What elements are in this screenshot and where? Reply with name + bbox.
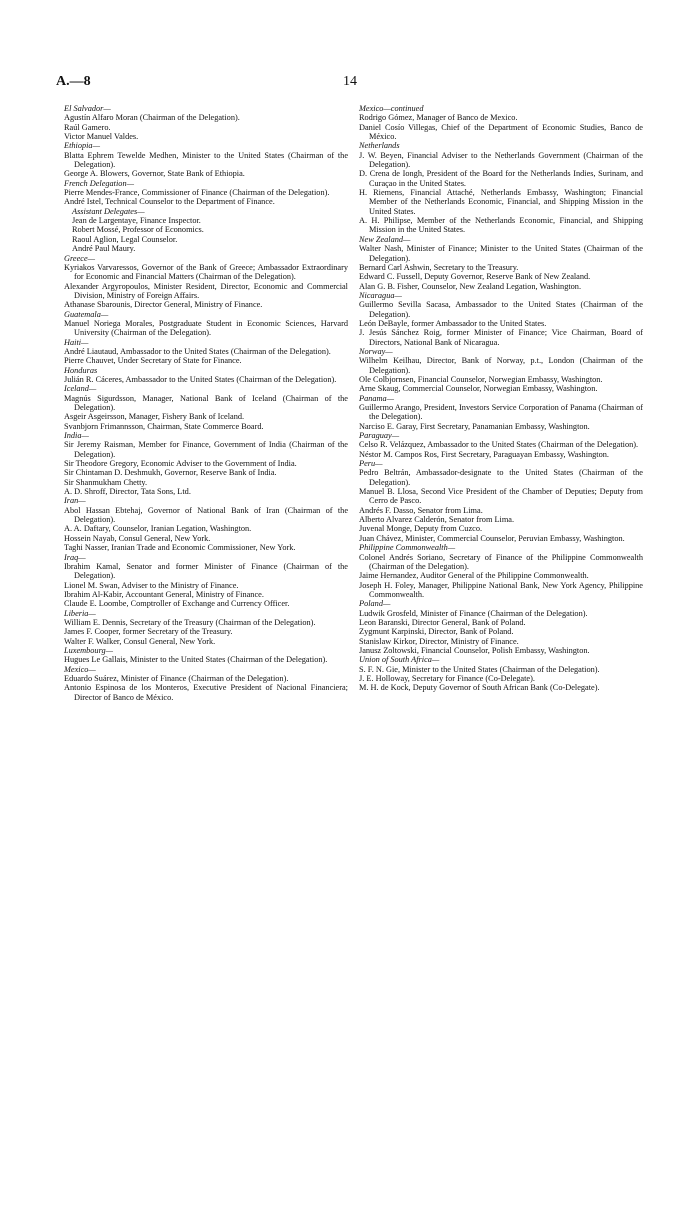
delegate-entry: Alexander Argyropoulos, Minister Resident, Director, Economic and Commercial Division, Ministry of Foreign Affairs.	[64, 281, 348, 300]
country-section	[359, 291, 643, 347]
country-section	[64, 141, 348, 178]
delegate-entry: J. E. Holloway, Secretary for Finance (Co-Delegate).	[359, 673, 535, 683]
delegate-entry: Walter Nash, Minister of Finance; Minister to the United States (Chairman of the Delegation).	[359, 244, 643, 263]
delegate-entry: Hossein Nayab, Consul General, New York.	[64, 533, 211, 543]
country-section	[64, 609, 348, 646]
country-heading: Nicaragua—	[359, 290, 402, 300]
country-heading: Greece—	[64, 253, 96, 263]
delegate-entry: Edward C. Fussell, Deputy Governor, Reserve Bank of New Zealand.	[359, 272, 591, 282]
country-section	[359, 599, 643, 655]
country-heading: Panama—	[359, 393, 395, 403]
delegate-entry: Lionel M. Swan, Adviser to the Ministry of Finance.	[64, 580, 239, 590]
delegate-entry: Eduardo Suárez, Minister of Finance (Chairman of the Delegation).	[64, 673, 289, 683]
delegate-entry: Walter F. Walker, Consul General, New York.	[64, 636, 216, 646]
delegate-entry: Arne Skaug, Commercial Counselor, Norwegian Embassy, Washington.	[359, 384, 598, 394]
country-heading: Honduras	[64, 365, 98, 375]
delegate-entry: Abol Hassan Ebtehaj, Governor of National Bank of Iran (Chairman of the Delegation).	[64, 505, 348, 525]
delegate-entry: Ibrahim Al-Kabir, Accountant General, Ministry of Finance.	[64, 589, 264, 599]
country-section	[64, 496, 348, 552]
country-heading: Haiti—	[64, 337, 89, 347]
country-section	[64, 310, 348, 338]
delegate-entry: Juvenal Monge, Deputy from Cuzco.	[359, 524, 483, 534]
delegate-entry: Wilhelm Keilhau, Director, Bank of Norway, p.t., London (Chairman of the Delegation).	[359, 356, 643, 375]
delegate-entry: Pierre Chauvet, Under Secretary of State for Finance.	[64, 356, 242, 366]
delegate-entry: Janusz Zoltowski, Financial Counselor, Polish Embassy, Washington.	[359, 645, 590, 655]
delegate-entry: Pedro Beltrán, Ambassador-designate to the United States (Chairman of the Delegation).	[359, 468, 643, 487]
delegate-entry: S. F. N. Gie, Minister to the United States (Chairman of the Delegation).	[359, 664, 600, 674]
country-heading: Paraguay—	[359, 431, 400, 441]
delegate-entry: Néstor M. Campos Ros, First Secretary, Paraguayan Embassy, Washington.	[359, 449, 609, 459]
country-section	[64, 553, 348, 609]
country-heading: Ethiopia—	[64, 141, 100, 151]
country-heading: Iran—	[64, 496, 86, 506]
delegate-entry: Svanbjorn Frimannsson, Chairman, State Commerce Board.	[64, 421, 264, 431]
country-section	[64, 104, 348, 141]
delegate-entry: Agustín Alfaro Moran (Chairman of the Delegation).	[64, 113, 240, 123]
delegate-entry: Zygmunt Karpinski, Director, Bank of Poland.	[359, 627, 514, 637]
country-heading: Liberia—	[64, 608, 96, 618]
country-section	[64, 384, 348, 431]
delegate-entry: Pierre Mendes-France, Commissioner of Finance (Chairman of the Delegation).	[64, 188, 330, 198]
country-heading: Peru—	[359, 459, 383, 469]
delegate-entry: Stanislaw Kirkor, Director, Ministry of Finance.	[359, 636, 519, 646]
country-heading: Luxembourg—	[64, 645, 114, 655]
country-section	[359, 141, 643, 234]
delegate-entry: Sir Jeremy Raisman, Member for Finance, Government of India (Chairman of the Delegation).	[64, 440, 348, 459]
delegate-entry: Taghi Nasser, Iranian Trade and Economic Commissioner, New York.	[64, 543, 296, 553]
country-section	[359, 347, 643, 394]
delegate-entry: Magnús Sigurdsson, Manager, National Bank of Iceland (Chairman of the Delegation).	[64, 393, 348, 412]
delegate-entry: J. Jesús Sánchez Roig, former Minister of Finance; Vice Chairman, Board of Directors, National Bank of Nicaragua.	[359, 328, 643, 347]
country-section	[359, 655, 643, 692]
delegate-entry: Narciso E. Garay, First Secretary, Panamanian Embassy, Washington.	[359, 421, 590, 431]
delegate-entry: Sir Chintaman D. Deshmukh, Governor, Reserve Bank of India.	[64, 468, 277, 478]
delegate-entry: J. W. Beyen, Financial Adviser to the Netherlands Government (Chairman of the Delegation).	[359, 150, 643, 170]
delegate-entry: Guillermo Sevilla Sacasa, Ambassador to the United States (Chairman of the Delegation).	[359, 300, 643, 319]
delegate-entry: Blatta Ephrem Tewelde Medhen, Minister to the United States (Chairman of the Delegation).	[64, 150, 348, 170]
country-section	[64, 431, 348, 496]
delegate-entry: Hugues Le Gallais, Minister to the United States (Chairman of the Delegation).	[64, 655, 328, 665]
delegate-entry: Victor Manuel Valdes.	[64, 132, 139, 142]
country-heading: Guatemala—	[64, 309, 109, 319]
delegate-entry: A. A. Daftary, Counselor, Iranian Legation, Washington.	[64, 524, 252, 534]
country-section	[359, 543, 643, 599]
delegate-entry: George A. Blowers, Governor, State Bank of Ethiopia.	[64, 169, 245, 179]
section-label: A.—8	[56, 74, 91, 89]
delegate-entry: Athanase Sbarounis, Director General, Ministry of Finance.	[64, 300, 263, 310]
country-heading: El Salvador—	[64, 104, 111, 113]
delegate-entry: Jean de Largentaye, Finance Inspector.	[72, 216, 201, 226]
country-heading: Netherlands	[359, 141, 400, 151]
delegate-entry: Julián R. Cáceres, Ambassador to the United States (Chairman of the Delegation).	[64, 374, 337, 384]
delegate-entry: Daniel Cosío Villegas, Chief of the Department of Economic Studies, Banco de México.	[359, 122, 643, 142]
delegate-entry: Jaime Hernandez, Auditor General of the Philippine Commonwealth.	[359, 571, 589, 581]
country-section	[64, 179, 348, 254]
left-column	[64, 104, 348, 702]
subgroup-heading: Assistant Delegates—	[72, 206, 145, 216]
delegate-entry: Guillermo Arango, President, Investors Service Corporation of Panama (Chairman of the Delegation).	[359, 403, 643, 422]
delegate-entry: Alan G. B. Fisher, Counselor, New Zealand Legation, Washington.	[359, 281, 582, 291]
country-heading: Philippine Commonwealth—	[359, 543, 456, 553]
page-header	[0, 74, 700, 94]
country-section	[359, 459, 643, 543]
delegate-entry: James F. Cooper, former Secretary of the Treasury.	[64, 627, 233, 637]
country-heading: Norway—	[359, 346, 393, 356]
right-column	[359, 104, 643, 693]
country-section	[359, 104, 643, 141]
delegate-entry: André Istel, Technical Counselor to the Department of Finance.	[64, 197, 275, 207]
country-section	[64, 646, 348, 665]
delegate-entry: Kyriakos Varvaressos, Governor of the Bank of Greece; Ambassador Extraordinary for Economic and Financial Matters (Chairman of the Delegation).	[64, 262, 348, 282]
country-heading: Union of South Africa—	[359, 655, 440, 665]
country-section	[359, 431, 643, 459]
delegate-entry: A. D. Shroff, Director, Tata Sons, Ltd.	[64, 487, 191, 497]
country-section	[359, 394, 643, 431]
country-heading: Iraq—	[64, 552, 86, 562]
delegate-entry: Sir Theodore Gregory, Economic Adviser to the Government of India.	[64, 459, 297, 469]
delegate-entry: Antonio Espinosa de los Monteros, Executive President of Nacional Financiera; Director of Banco de México.	[64, 683, 348, 702]
delegate-entry: William E. Dennis, Secretary of the Treasury (Chairman of the Delegation).	[64, 617, 316, 627]
delegate-entry: Ibrahim Kamal, Senator and former Minister of Finance (Chairman of the Delegation).	[64, 561, 348, 581]
country-section	[64, 665, 348, 702]
delegate-entry: León DeBayle, former Ambassador to the United States.	[359, 318, 547, 328]
delegate-entry: Ludwik Grosfeld, Minister of Finance (Chairman of the Delegation).	[359, 608, 588, 618]
delegate-entry: André Paul Maury.	[72, 244, 136, 254]
country-section	[64, 338, 348, 366]
delegate-entry: Bernard Carl Ashwin, Secretary to the Treasury.	[359, 262, 519, 272]
country-heading: New Zealand—	[359, 234, 411, 244]
delegate-entry: H. Riemens, Financial Attaché, Netherlands Embassy, Washington; Financial Member of the Netherlands Economic, Financial, and Shipping Mission in the United States.	[359, 188, 643, 216]
delegate-entry: Manuel Noriega Morales, Postgraduate Student in Economic Sciences, Harvard University (Chairman of the Delegation).	[64, 318, 348, 338]
delegate-entry: Raúl Gamero.	[64, 122, 111, 132]
delegate-entry: Alberto Alvarez Calderón, Senator from Lima.	[359, 515, 515, 525]
delegate-entry: Manuel B. Llosa, Second Vice President of the Chamber of Deputies; Deputy from Cerro de Pasco.	[359, 487, 643, 506]
country-section	[359, 235, 643, 291]
delegate-entry: Raoul Aglion, Legal Counselor.	[72, 234, 178, 244]
delegate-entry: Claude E. Loombe, Comptroller of Exchange and Currency Officer.	[64, 599, 290, 609]
delegate-entry: A. H. Philipse, Member of the Netherlands Economic, Financial, and Shipping Mission in the United States.	[359, 216, 643, 235]
delegate-entry: Robert Mossé, Professor of Economics.	[72, 225, 204, 235]
country-section	[64, 366, 348, 385]
country-section	[64, 254, 348, 310]
delegate-entry: Colonel Andrés Soriano, Secretary of Finance of the Philippine Commonwealth (Chairman of the Delegation).	[359, 552, 643, 571]
delegate-entry: André Liautaud, Ambassador to the United States (Chairman of the Delegation).	[64, 346, 331, 356]
country-heading: Mexico—	[64, 664, 96, 674]
delegate-entry: Leon Baranski, Director General, Bank of Poland.	[359, 617, 526, 627]
delegate-entry: D. Crena de Iongh, President of the Board for the Netherlands Indies, Surinam, and Curaçao in the United States.	[359, 169, 643, 188]
delegate-entry: Juan Chávez, Minister, Commercial Counselor, Peruvian Embassy, Washington.	[359, 533, 625, 543]
delegate-entry: Andrés F. Dasso, Senator from Lima.	[359, 505, 483, 515]
page-number: 14	[343, 74, 357, 89]
delegate-entry: Rodrigo Gómez, Manager of Banco de Mexico.	[359, 113, 518, 123]
delegate-entry: Joseph H. Foley, Manager, Philippine National Bank, New York Agency, Philippine Commonwealth.	[359, 580, 643, 599]
country-heading: Mexico—continued	[359, 104, 424, 113]
delegate-entry: Ole Colbjornsen, Financial Counselor, Norwegian Embassy, Washington.	[359, 374, 603, 384]
country-heading: French Delegation—	[64, 178, 134, 188]
country-heading: Iceland—	[64, 384, 97, 394]
country-heading: India—	[64, 431, 89, 441]
delegate-entry: Sir Shanmukham Chetty.	[64, 477, 148, 487]
country-heading: Poland—	[359, 599, 391, 609]
delegate-entry: M. H. de Kock, Deputy Governor of South African Bank (Co-Delegate).	[359, 683, 600, 693]
delegate-entry: Celso R. Velázquez, Ambassador to the United States (Chairman of the Delegation).	[359, 440, 639, 450]
delegate-entry: Asgeir Asgeirsson, Manager, Fishery Bank of Iceland.	[64, 412, 245, 422]
